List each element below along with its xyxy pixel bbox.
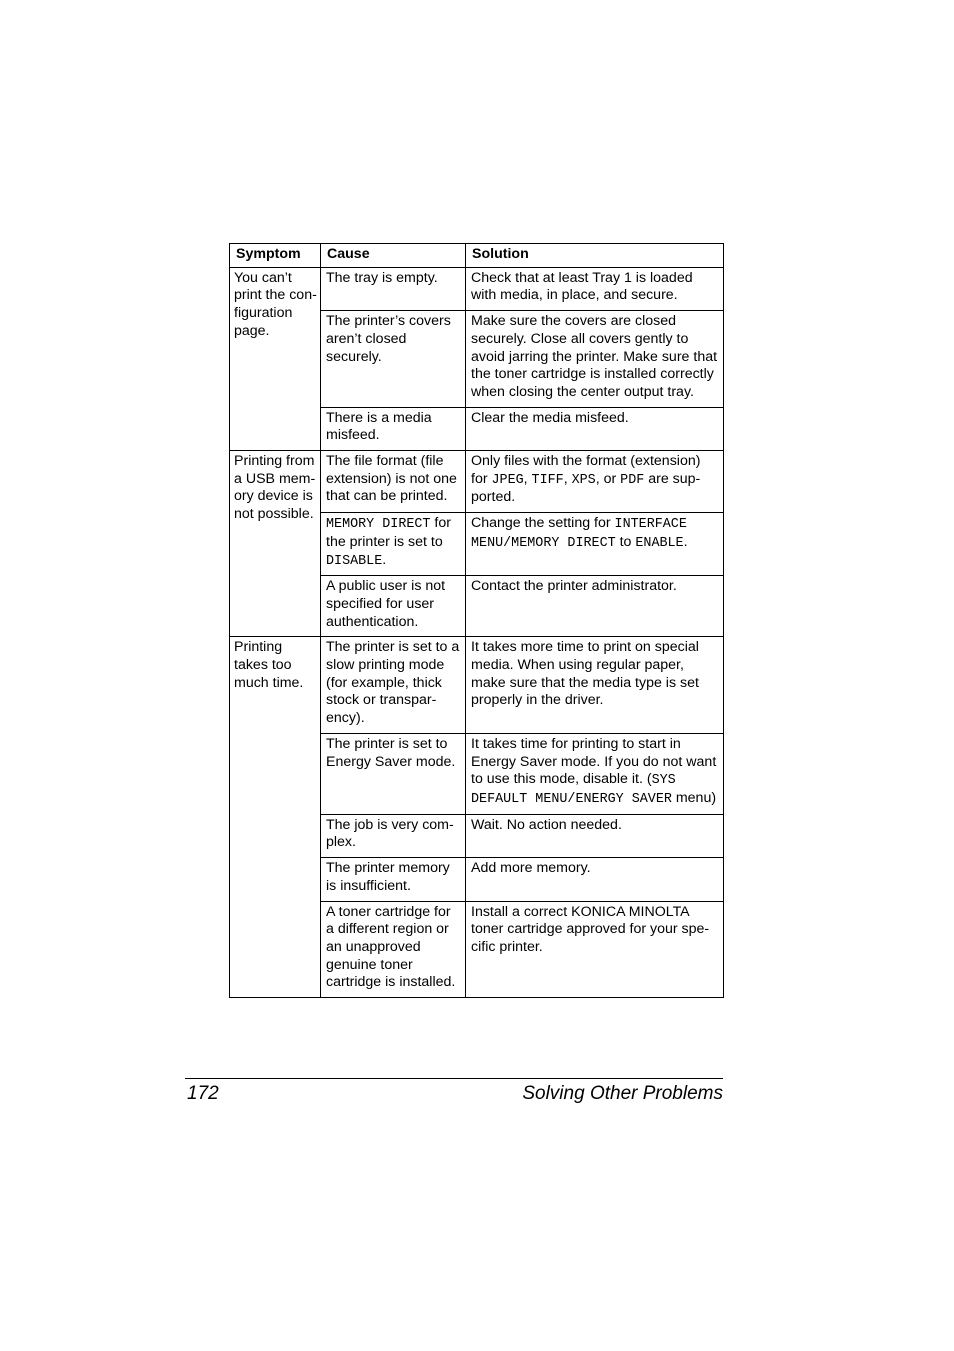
cause-cell: The file format (file extension) is not one that can be printed. — [321, 451, 466, 513]
cause-cell: The printer’s covers aren’t closed securely. — [321, 311, 466, 408]
table-row — [230, 451, 724, 513]
solution-cell: Wait. No action needed. — [466, 814, 724, 857]
setting-menu-path: SYS DEFAULT MENU/ENERGY SAVER — [471, 773, 676, 807]
solution-cell: Clear the media misfeed. — [466, 407, 724, 450]
solution-text: to — [615, 533, 636, 550]
symptom-cell: You can’t print the con-figuration page. — [230, 267, 321, 450]
solution-cell — [466, 451, 724, 513]
footer-divider — [185, 1078, 723, 1079]
cause-text: . — [382, 551, 387, 568]
solution-text: , — [563, 470, 572, 487]
setting-memory-direct: MEMORY DIRECT — [326, 517, 431, 533]
solution-cell: Add more memory. — [466, 858, 724, 901]
solution-cell: It takes more time to print on special media. When using regular paper, make sure that the media type is set properly in the driver. — [466, 637, 724, 734]
header-cause: Cause — [321, 244, 466, 268]
solution-cell: Check that at least Tray 1 is loaded with media, in place, and secure. — [466, 267, 724, 310]
solution-text: , — [523, 470, 532, 487]
solution-text: Change the setting for — [471, 515, 615, 532]
cause-cell: The printer memory is insufficient. — [321, 858, 466, 901]
cause-cell: The printer is set to a slow printing mode (for example, thick stock or transpar-ency). — [321, 637, 466, 734]
format-tiff: TIFF — [531, 472, 564, 488]
table-row — [230, 267, 724, 310]
setting-enable: ENABLE — [635, 535, 684, 551]
table-header-row — [230, 244, 724, 268]
setting-menu-path: INTERFACE MENU/MEMORY DIRECT — [471, 517, 687, 551]
solution-cell: Install a correct KONICA MINOLTA toner cartridge approved for your spe-cific printer. — [466, 901, 724, 998]
format-xps: XPS — [571, 472, 596, 488]
solution-text: are sup-ported. — [471, 470, 701, 506]
symptom-cell: Printing takes too much time. — [230, 637, 321, 998]
cause-cell: A public user is not specified for user authentication. — [321, 576, 466, 637]
cause-cell — [321, 513, 466, 576]
solution-text: , or — [595, 470, 621, 487]
header-symptom: Symptom — [230, 244, 321, 268]
cause-text: for the printer is set to — [326, 515, 451, 550]
cause-cell: The tray is empty. — [321, 267, 466, 310]
cause-cell: A toner cartridge for a different region or an unapproved genuine toner cartridge is installed. — [321, 901, 466, 998]
troubleshooting-table — [229, 243, 724, 998]
symptom-cell: Printing from a USB mem-ory device is not possible. — [230, 451, 321, 637]
cause-cell: There is a media misfeed. — [321, 407, 466, 450]
page-number: 172 — [187, 1083, 219, 1104]
solution-cell — [466, 733, 724, 814]
solution-text: It takes time for printing to start in Energy Saver mode. If you do not want to use this mode, disable it. ( — [471, 735, 717, 788]
format-pdf: PDF — [620, 472, 645, 488]
format-jpeg: JPEG — [491, 472, 524, 488]
section-title: Solving Other Problems — [522, 1083, 723, 1104]
solution-cell: Make sure the covers are closed securely. Close all covers gently to avoid jarring the printer. Make sure that the toner cartridge is installed correctly when closing the center output tray. — [466, 311, 724, 408]
setting-disable: DISABLE — [326, 553, 383, 569]
cause-cell: The printer is set to Energy Saver mode. — [321, 733, 466, 814]
solution-text: Only files with the format (extension) for — [471, 453, 701, 487]
table-row — [230, 637, 724, 734]
solution-text: menu) — [671, 789, 717, 806]
solution-cell — [466, 513, 724, 576]
solution-text: . — [683, 533, 688, 550]
header-solution: Solution — [466, 244, 724, 268]
solution-cell: Contact the printer administrator. — [466, 576, 724, 637]
cause-cell: The job is very com-plex. — [321, 814, 466, 857]
